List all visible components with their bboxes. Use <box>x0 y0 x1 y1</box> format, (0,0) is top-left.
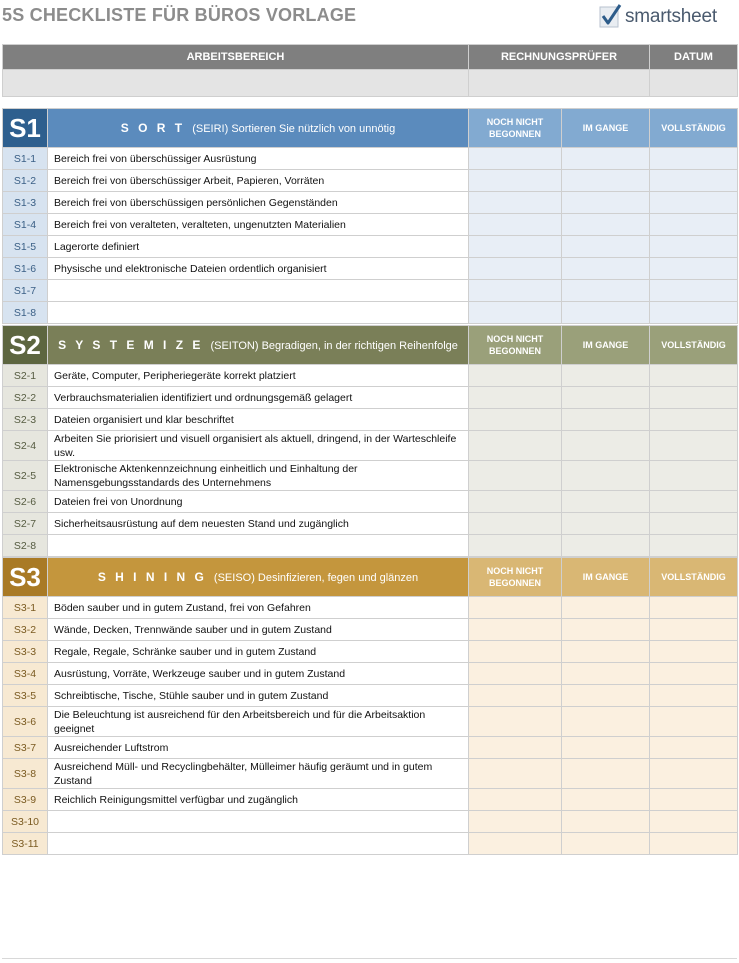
item-id: S1-4 <box>3 214 48 236</box>
status-complete-cell[interactable] <box>650 641 738 663</box>
section-title <box>48 558 469 597</box>
status-complete-cell[interactable] <box>650 148 738 170</box>
table-row <box>3 365 738 387</box>
table-row <box>3 619 738 641</box>
section-desc: (SEIRI) Sortieren Sie nützlich von unnötig <box>192 123 396 135</box>
status-not-started-cell[interactable] <box>469 759 562 789</box>
item-id: S1-6 <box>3 258 48 280</box>
item-id: S1-3 <box>3 192 48 214</box>
status-complete-cell[interactable] <box>650 258 738 280</box>
item-text[interactable] <box>48 280 469 302</box>
item-text[interactable] <box>48 811 469 833</box>
item-id: S1-2 <box>3 170 48 192</box>
status-not-started-cell[interactable] <box>469 214 562 236</box>
item-text[interactable]: Die Beleuchtung ist ausreichend für den Arbeitsbereich und für die Arbeitsaktion geeignet <box>48 707 469 737</box>
area-header: ARBEITSBEREICH <box>3 45 469 70</box>
item-text[interactable]: Reichlich Reinigungsmittel verfügbar und zugänglich <box>48 789 469 811</box>
status-complete-cell[interactable] <box>650 789 738 811</box>
item-id: S2-3 <box>3 409 48 431</box>
brand-name: smartsheet <box>625 6 717 27</box>
table-row <box>3 759 738 789</box>
status-in-progress-cell[interactable] <box>562 685 650 707</box>
status-not-started-cell[interactable] <box>469 302 562 324</box>
item-text[interactable]: Arbeiten Sie priorisiert und visuell organisiert als aktuell, dringend, in der Warteschleife usw. <box>48 431 469 461</box>
item-id: S2-1 <box>3 365 48 387</box>
status-in-progress-cell[interactable] <box>562 148 650 170</box>
item-id: S3-11 <box>3 833 48 855</box>
item-id: S1-8 <box>3 302 48 324</box>
status-not-started-cell[interactable] <box>469 280 562 302</box>
section-s2-table <box>2 325 738 557</box>
section-title <box>48 109 469 148</box>
status-in-progress-cell[interactable] <box>562 707 650 737</box>
status-in-progress-cell[interactable] <box>562 192 650 214</box>
status-not-started-cell[interactable] <box>469 597 562 619</box>
status-complete-cell[interactable] <box>650 759 738 789</box>
status-not-started-cell[interactable] <box>469 737 562 759</box>
table-row <box>3 387 738 409</box>
col-not-started: NOCH NICHT BEGONNEN <box>469 109 562 148</box>
table-row <box>3 597 738 619</box>
item-id: S3-5 <box>3 685 48 707</box>
item-text[interactable]: Böden sauber und in gutem Zustand, frei von Gefahren <box>48 597 469 619</box>
item-id: S2-5 <box>3 461 48 491</box>
col-not-started: NOCH NICHT BEGONNEN <box>469 558 562 597</box>
status-complete-cell[interactable] <box>650 597 738 619</box>
table-row <box>3 431 738 461</box>
status-complete-cell[interactable] <box>650 491 738 513</box>
status-complete-cell[interactable] <box>650 707 738 737</box>
status-complete-cell[interactable] <box>650 387 738 409</box>
status-not-started-cell[interactable] <box>469 641 562 663</box>
table-row <box>3 192 738 214</box>
status-in-progress-cell[interactable] <box>562 409 650 431</box>
item-id: S2-8 <box>3 535 48 557</box>
status-complete-cell[interactable] <box>650 833 738 855</box>
status-in-progress-cell[interactable] <box>562 597 650 619</box>
table-row <box>3 236 738 258</box>
status-in-progress-cell[interactable] <box>562 619 650 641</box>
status-in-progress-cell[interactable] <box>562 387 650 409</box>
checkmark-logo-icon <box>598 4 622 30</box>
status-in-progress-cell[interactable] <box>562 170 650 192</box>
section-word: S Y S T E M I Z E <box>58 338 204 352</box>
status-not-started-cell[interactable] <box>469 789 562 811</box>
status-not-started-cell[interactable] <box>469 258 562 280</box>
status-not-started-cell[interactable] <box>469 833 562 855</box>
section-word: S H I N I N G <box>97 570 207 584</box>
item-text[interactable]: Wände, Decken, Trennwände sauber und in gutem Zustand <box>48 619 469 641</box>
item-text[interactable]: Dateien frei von Unordnung <box>48 491 469 513</box>
status-in-progress-cell[interactable] <box>562 811 650 833</box>
item-id: S3-1 <box>3 597 48 619</box>
status-complete-cell[interactable] <box>650 811 738 833</box>
item-id: S2-2 <box>3 387 48 409</box>
table-row <box>3 461 738 491</box>
status-complete-cell[interactable] <box>650 302 738 324</box>
item-id: S2-6 <box>3 491 48 513</box>
item-text[interactable]: Geräte, Computer, Peripheriegeräte korrekt platziert <box>48 365 469 387</box>
item-id: S3-7 <box>3 737 48 759</box>
status-not-started-cell[interactable] <box>469 236 562 258</box>
table-row <box>3 535 738 557</box>
section-desc: (SEISO) Desinfizieren, fegen und glänzen <box>213 572 419 584</box>
col-complete: VOLLSTÄNDIG <box>650 326 738 365</box>
status-in-progress-cell[interactable] <box>562 641 650 663</box>
table-row <box>3 789 738 811</box>
status-not-started-cell[interactable] <box>469 387 562 409</box>
status-in-progress-cell[interactable] <box>562 663 650 685</box>
auditor-header: RECHNUNGSPRÜFER <box>469 45 650 70</box>
status-in-progress-cell[interactable] <box>562 833 650 855</box>
item-text[interactable]: Ausreichend Müll- und Recyclingbehälter, Mülleimer häufig geräumt und in gutem Zustand <box>48 759 469 789</box>
item-text[interactable] <box>48 302 469 324</box>
item-id: S3-3 <box>3 641 48 663</box>
table-row <box>3 409 738 431</box>
section-s1-table <box>2 108 738 324</box>
col-not-started: NOCH NICHT BEGONNEN <box>469 326 562 365</box>
table-row <box>3 641 738 663</box>
table-row <box>3 663 738 685</box>
col-in-progress: IM GANGE <box>562 558 650 597</box>
section-word: S O R T <box>120 121 186 135</box>
item-id: S3-6 <box>3 707 48 737</box>
section-code: S1 <box>3 109 48 148</box>
item-id: S3-9 <box>3 789 48 811</box>
status-in-progress-cell[interactable] <box>562 513 650 535</box>
item-text[interactable]: Bereich frei von veralteten, veralteten, ungenutzten Materialien <box>48 214 469 236</box>
date-field[interactable] <box>650 70 738 97</box>
status-not-started-cell[interactable] <box>469 461 562 491</box>
item-id: S3-10 <box>3 811 48 833</box>
item-text[interactable] <box>48 833 469 855</box>
section-code: S3 <box>3 558 48 597</box>
col-in-progress: IM GANGE <box>562 109 650 148</box>
item-id: S3-2 <box>3 619 48 641</box>
status-complete-cell[interactable] <box>650 409 738 431</box>
table-row <box>3 707 738 737</box>
item-text[interactable]: Ausrüstung, Vorräte, Werkzeuge sauber und in gutem Zustand <box>48 663 469 685</box>
status-in-progress-cell[interactable] <box>562 214 650 236</box>
status-in-progress-cell[interactable] <box>562 258 650 280</box>
date-header: DATUM <box>650 45 738 70</box>
status-not-started-cell[interactable] <box>469 513 562 535</box>
page-title: 5S CHECKLISTE FÜR BÜROS VORLAGE <box>2 5 357 25</box>
status-not-started-cell[interactable] <box>469 491 562 513</box>
footer-divider <box>2 958 737 959</box>
status-not-started-cell[interactable] <box>469 663 562 685</box>
status-complete-cell[interactable] <box>650 461 738 491</box>
status-complete-cell[interactable] <box>650 619 738 641</box>
smartsheet-logo <box>598 2 717 32</box>
table-row <box>3 280 738 302</box>
section-s3-table <box>2 557 738 855</box>
status-not-started-cell[interactable] <box>469 409 562 431</box>
status-in-progress-cell[interactable] <box>562 491 650 513</box>
item-text[interactable]: Bereich frei von überschüssigen persönlichen Gegenständen <box>48 192 469 214</box>
table-row <box>3 685 738 707</box>
status-complete-cell[interactable] <box>650 280 738 302</box>
item-id: S3-8 <box>3 759 48 789</box>
status-complete-cell[interactable] <box>650 685 738 707</box>
status-in-progress-cell[interactable] <box>562 431 650 461</box>
status-complete-cell[interactable] <box>650 513 738 535</box>
status-not-started-cell[interactable] <box>469 535 562 557</box>
section-title <box>48 326 469 365</box>
table-row <box>3 491 738 513</box>
area-field[interactable] <box>3 70 469 97</box>
table-row <box>3 214 738 236</box>
status-not-started-cell[interactable] <box>469 148 562 170</box>
item-text[interactable]: Elektronische Aktenkennzeichnung einheitlich und Einhaltung der Namensgebungsstandards des Unternehmens <box>48 461 469 491</box>
item-id: S1-7 <box>3 280 48 302</box>
status-complete-cell[interactable] <box>650 365 738 387</box>
table-row <box>3 513 738 535</box>
status-complete-cell[interactable] <box>650 214 738 236</box>
status-not-started-cell[interactable] <box>469 365 562 387</box>
table-row <box>3 148 738 170</box>
item-text[interactable]: Physische und elektronische Dateien ordentlich organisiert <box>48 258 469 280</box>
status-not-started-cell[interactable] <box>469 685 562 707</box>
section-header-row <box>3 326 738 365</box>
status-in-progress-cell[interactable] <box>562 759 650 789</box>
status-complete-cell[interactable] <box>650 236 738 258</box>
item-text[interactable]: Schreibtische, Tische, Stühle sauber und in gutem Zustand <box>48 685 469 707</box>
status-not-started-cell[interactable] <box>469 431 562 461</box>
status-not-started-cell[interactable] <box>469 192 562 214</box>
status-complete-cell[interactable] <box>650 737 738 759</box>
status-in-progress-cell[interactable] <box>562 737 650 759</box>
item-id: S3-4 <box>3 663 48 685</box>
status-complete-cell[interactable] <box>650 431 738 461</box>
status-complete-cell[interactable] <box>650 170 738 192</box>
col-complete: VOLLSTÄNDIG <box>650 109 738 148</box>
item-id: S1-1 <box>3 148 48 170</box>
table-row <box>3 737 738 759</box>
item-text[interactable]: Bereich frei von überschüssiger Arbeit, Papieren, Vorräten <box>48 170 469 192</box>
audit-header-table <box>2 44 738 97</box>
item-text[interactable]: Bereich frei von überschüssiger Ausrüstung <box>48 148 469 170</box>
status-not-started-cell[interactable] <box>469 170 562 192</box>
section-desc: (SEITON) Begradigen, in der richtigen Reihenfolge <box>210 340 458 352</box>
item-text[interactable]: Sicherheitsausrüstung auf dem neuesten Stand und zugänglich <box>48 513 469 535</box>
status-complete-cell[interactable] <box>650 192 738 214</box>
section-header-row <box>3 558 738 597</box>
status-not-started-cell[interactable] <box>469 707 562 737</box>
table-row <box>3 811 738 833</box>
table-row <box>3 170 738 192</box>
status-in-progress-cell[interactable] <box>562 302 650 324</box>
status-in-progress-cell[interactable] <box>562 789 650 811</box>
table-row <box>3 302 738 324</box>
item-id: S1-5 <box>3 236 48 258</box>
status-in-progress-cell[interactable] <box>562 535 650 557</box>
auditor-field[interactable] <box>469 70 650 97</box>
status-in-progress-cell[interactable] <box>562 280 650 302</box>
status-not-started-cell[interactable] <box>469 811 562 833</box>
status-in-progress-cell[interactable] <box>562 236 650 258</box>
item-text[interactable] <box>48 535 469 557</box>
status-in-progress-cell[interactable] <box>562 365 650 387</box>
item-id: S2-7 <box>3 513 48 535</box>
status-complete-cell[interactable] <box>650 663 738 685</box>
item-text[interactable]: Lagerorte definiert <box>48 236 469 258</box>
table-row <box>3 833 738 855</box>
item-text[interactable]: Dateien organisiert und klar beschriftet <box>48 409 469 431</box>
item-text[interactable]: Ausreichender Luftstrom <box>48 737 469 759</box>
table-row <box>3 258 738 280</box>
item-text[interactable]: Verbrauchsmaterialien identifiziert und ordnungsgemäß gelagert <box>48 387 469 409</box>
section-header-row <box>3 109 738 148</box>
status-complete-cell[interactable] <box>650 535 738 557</box>
col-complete: VOLLSTÄNDIG <box>650 558 738 597</box>
status-in-progress-cell[interactable] <box>562 461 650 491</box>
item-text[interactable]: Regale, Regale, Schränke sauber und in gutem Zustand <box>48 641 469 663</box>
status-not-started-cell[interactable] <box>469 619 562 641</box>
col-in-progress: IM GANGE <box>562 326 650 365</box>
item-id: S2-4 <box>3 431 48 461</box>
section-code: S2 <box>3 326 48 365</box>
